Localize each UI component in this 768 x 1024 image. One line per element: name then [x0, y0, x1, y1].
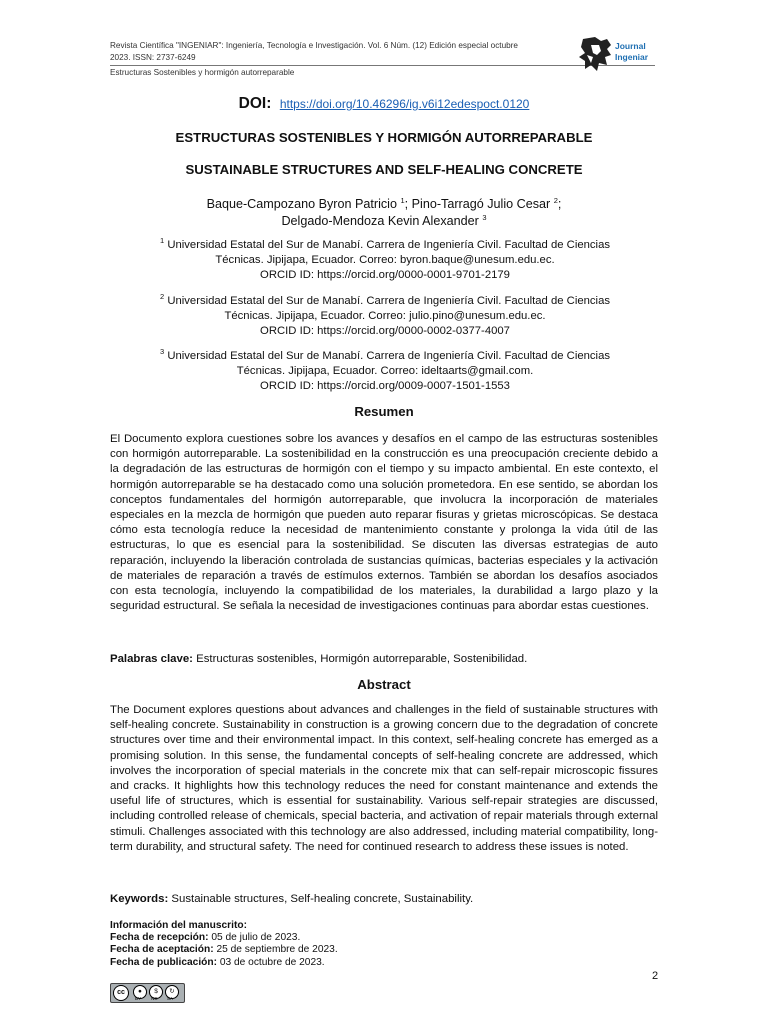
- resumen-text: El Documento explora cuestiones sobre los avances y desafíos en el campo de las estructuras sostenibles con hormigón autorreparable. La sostenibilidad en la construcción es una preocupación creciente debido a la degradación de las estructuras de hormigón con el tiempo y su impacto ambiental. En este contexto, el hormigón autorreparable se ha destacado como una solución prometedora. En ese sentido, se abordan los conceptos fundamentales del hormigón autorreparable, que involucra la incorporación de materiales especiales en la mezcla de hormigón que pueden auto reparar fisuras y grietas microscópicas. Se destaca cómo esta tecnología reduce la necesidad de mantenimiento constante y prolonga la vida útil de las estructuras, lo que es esencial para la sostenibilidad. Se discuten las diversas estrategias de auto reparación, incluyendo la liberación controlada de sustancias químicas, bacterias especiales y la activación de materiales de reparación a través de estímulos externos. También se abordan los desafíos asociados con esta tecnología, incluyendo la compatibilidad de los materiales, la durabilidad a largo plazo y la seguridad estructural. Se señala la necesidad de investigaciones continuas para abordar estas cuestiones.: [110, 433, 658, 613]
- affiliation-1-num: 1: [160, 236, 165, 246]
- affiliation-3-num: 3: [160, 347, 165, 357]
- affiliation-1: [120, 238, 650, 283]
- accepted-date: 25 de septiembre de 2023.: [216, 944, 338, 956]
- page-number: 2: [652, 970, 659, 982]
- affiliation-2: [120, 294, 650, 339]
- affiliation-3-line1: Universidad Estatal del Sur de Manabí. Carrera de Ingeniería Civil. Facultad de Ciencias: [167, 350, 610, 362]
- affiliation-1-line1: Universidad Estatal del Sur de Manabí. Carrera de Ingeniería Civil. Facultad de Ciencias: [167, 239, 610, 251]
- creative-commons-badge[interactable]: [110, 983, 185, 1003]
- author-3-sup: 3: [482, 212, 487, 222]
- affiliation-2-line2: Técnicas. Jipijapa, Ecuador. Correo: julio.pino@unesum.edu.ec.: [224, 310, 546, 322]
- journal-logo: [577, 35, 667, 77]
- palabras-clave: [110, 653, 670, 665]
- accepted-label: Fecha de aceptación:: [110, 944, 214, 956]
- sa-icon: ↻: [165, 985, 179, 999]
- published-date: 03 de octubre de 2023.: [219, 956, 325, 968]
- affiliation-2-line1: Universidad Estatal del Sur de Manabí. Carrera de Ingeniería Civil. Facultad de Ciencias: [167, 295, 610, 307]
- title-english: SUSTAINABLE STRUCTURES AND SELF-HEALING CONCRETE: [185, 162, 583, 177]
- nc-label: NC: [151, 996, 158, 1001]
- keywords: [110, 893, 670, 905]
- resumen-heading: Resumen: [354, 404, 414, 419]
- affiliation-3: [120, 349, 650, 394]
- lion-icon: [577, 35, 617, 75]
- nc-icon: $: [149, 985, 163, 999]
- author-3: Delgado-Mendoza Kevin Alexander: [281, 214, 479, 228]
- manuscript-heading: Información del manuscrito:: [110, 920, 247, 931]
- logo-text-line2: Ingeniar: [615, 52, 649, 62]
- author-2-sup: 2: [553, 195, 558, 205]
- keywords-text: Sustainable structures, Self-healing concrete, Sustainability.: [171, 893, 474, 905]
- by-label: BY: [135, 996, 142, 1001]
- journal-citation-line2: 2023. ISSN: 2737-6249: [110, 53, 196, 62]
- affiliation-1-line2: Técnicas. Jipijapa, Ecuador. Correo: byron.baque@unesum.edu.ec.: [215, 254, 555, 266]
- affiliation-2-orcid[interactable]: ORCID ID: https://orcid.org/0000-0002-0377-4007: [260, 325, 510, 337]
- palabras-clave-text: Estructuras sostenibles, Hormigón autorreparable, Sostenibilidad.: [196, 653, 528, 665]
- published-label: Fecha de publicación:: [110, 956, 217, 968]
- sa-label: SA: [167, 996, 174, 1001]
- doi-label: DOI:: [238, 95, 272, 112]
- palabras-clave-label: Palabras clave:: [110, 653, 193, 665]
- abstract-heading: Abstract: [357, 677, 411, 692]
- running-title: Estructuras Sostenibles y hormigón autorreparable: [110, 65, 655, 77]
- author-2: ; Pino-Tarragó Julio Cesar: [404, 197, 551, 211]
- received-date: 05 de julio de 2023.: [211, 932, 301, 944]
- author-separator: ;: [557, 197, 562, 211]
- title-spanish: ESTRUCTURAS SOSTENIBLES Y HORMIGÓN AUTORREPARABLE: [175, 130, 593, 145]
- doi-link[interactable]: https://doi.org/10.46296/ig.v6i12edespoct.0120: [279, 97, 530, 111]
- author-1-sup: 1: [400, 195, 405, 205]
- affiliation-3-orcid[interactable]: ORCID ID: https://orcid.org/0009-0007-1501-1553: [260, 380, 510, 392]
- author-list: [0, 196, 768, 230]
- affiliation-2-num: 2: [160, 292, 165, 302]
- doi-line: [0, 95, 768, 113]
- page-header: [110, 40, 655, 77]
- cc-icon: cc: [113, 985, 129, 1001]
- received-label: Fecha de recepción:: [110, 932, 209, 944]
- affiliation-1-orcid[interactable]: ORCID ID: https://orcid.org/0000-0001-9701-2179: [260, 269, 510, 281]
- author-1: Baque-Campozano Byron Patricio: [206, 197, 397, 211]
- journal-citation-line1: Revista Científica "INGENIAR": Ingeniería, Tecnología e Investigación. Vol. 6 Núm. (12) Edición especial octubre: [110, 41, 518, 50]
- manuscript-info: [110, 920, 338, 969]
- affiliation-3-line2: Técnicas. Jipijapa, Ecuador. Correo: ideltaarts@gmail.com.: [236, 365, 534, 377]
- logo-text-line1: Journal: [615, 41, 646, 51]
- abstract-text: The Document explores questions about advances and challenges in the field of sustainable structures with self-healing concrete. Sustainability in construction is a growing concern due to the degradation of concrete structures over time and their environmental impact. In this context, self-healing concrete has emerged as a promising solution. In this sense, the fundamental concepts of self-healing concrete are addressed, which involves the incorporation of special materials in the concrete mix that can self-repair microscopic fissures and cracks. It highlights how this technology reduces the need for constant maintenance and extends the useful life of structures, which is essential for sustainability. Various self-repair strategies are discussed, including controlled release of chemicals, special bacteria, and activation of repair materials through external stimuli. Challenges associated with this technology are also addressed, including material compatibility, long-term durability, and structural safety. The need for continued research to address these issues is noted.: [110, 704, 658, 853]
- keywords-label: Keywords:: [110, 893, 169, 905]
- by-icon: ●: [133, 985, 147, 999]
